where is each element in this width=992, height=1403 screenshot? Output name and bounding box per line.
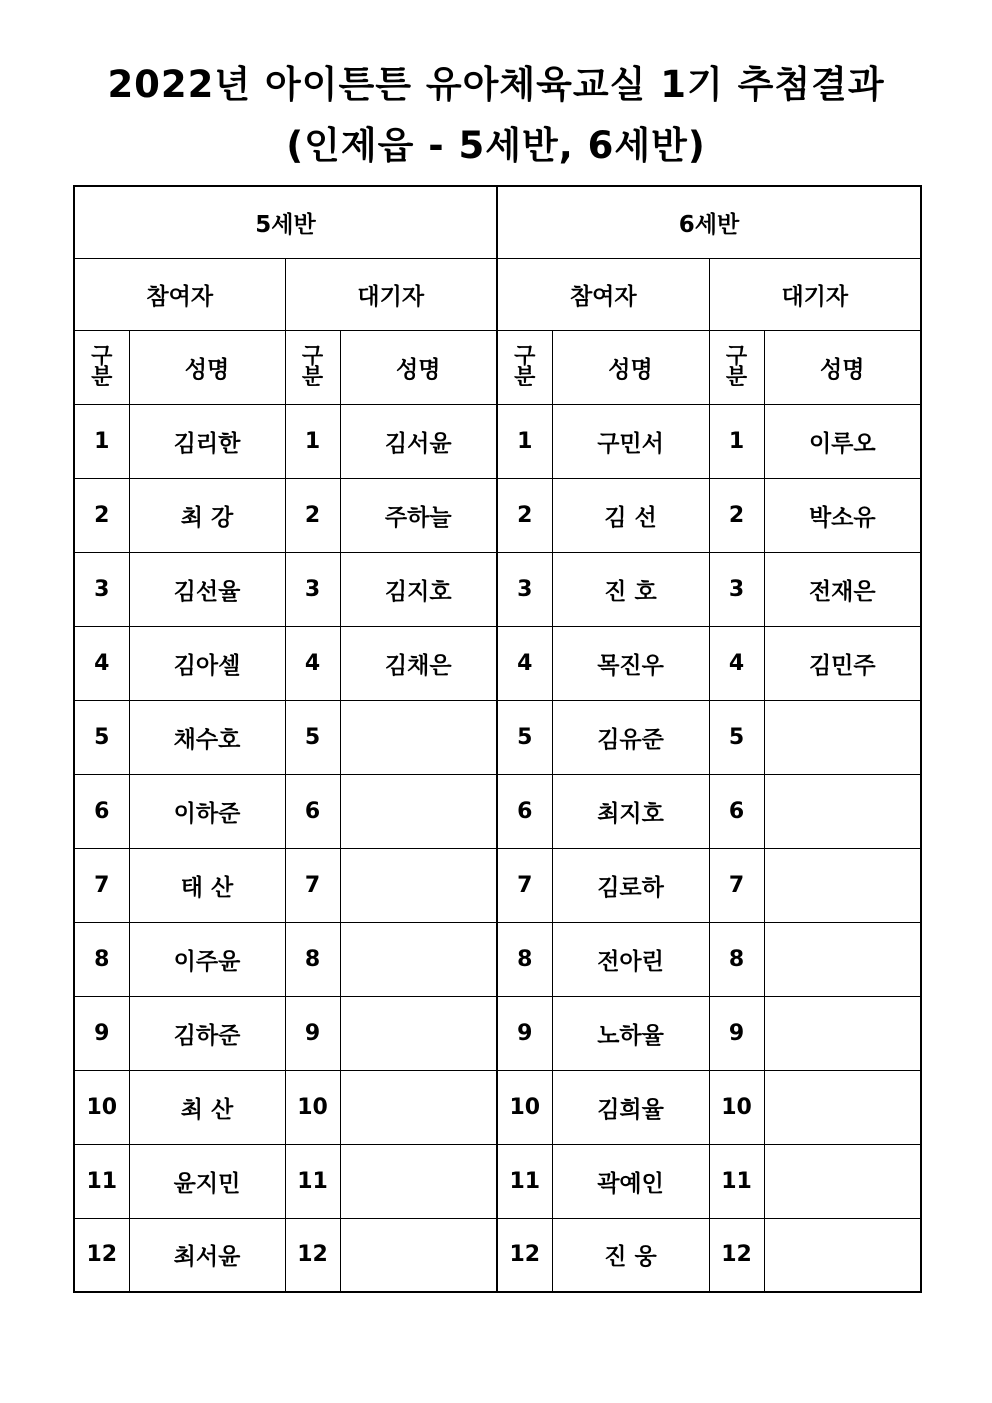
row-number: 6 [74, 774, 129, 848]
name-column-header-6-waitlist: 성명 [764, 330, 921, 404]
row-number: 1 [285, 404, 340, 478]
table-row [74, 848, 921, 922]
row-number: 11 [709, 1144, 764, 1218]
row-number: 1 [497, 404, 552, 478]
row-number: 2 [74, 478, 129, 552]
waitlist-name-5 [340, 1144, 497, 1218]
row-number: 3 [497, 552, 552, 626]
group-header-5: 5세반 [74, 186, 497, 258]
waitlist-name-5 [340, 774, 497, 848]
table-row [74, 922, 921, 996]
row-number: 4 [709, 626, 764, 700]
table-row [74, 1218, 921, 1292]
row-number: 4 [74, 626, 129, 700]
index-column-header-5-participants [74, 330, 129, 404]
row-number: 1 [74, 404, 129, 478]
participant-name-5: 김선율 [129, 552, 285, 626]
waitlist-name-5: 주하늘 [340, 478, 497, 552]
row-number: 12 [709, 1218, 764, 1292]
row-number: 4 [497, 626, 552, 700]
participant-name-6: 노하율 [552, 996, 709, 1070]
row-number: 5 [709, 700, 764, 774]
row-number: 8 [709, 922, 764, 996]
row-number: 5 [74, 700, 129, 774]
name-column-header-5-waitlist: 성명 [340, 330, 497, 404]
row-number: 8 [74, 922, 129, 996]
row-number: 4 [285, 626, 340, 700]
index-header-bottom: 분 [91, 365, 113, 390]
index-column-header-6-participants [497, 330, 552, 404]
table-row [74, 626, 921, 700]
waitlist-header-6: 대기자 [709, 258, 921, 330]
waitlist-name-6 [764, 922, 921, 996]
index-header-top: 구 [91, 344, 113, 369]
waitlist-header-5: 대기자 [285, 258, 497, 330]
participants-header-5: 참여자 [74, 258, 285, 330]
waitlist-name-6: 이루오 [764, 404, 921, 478]
row-number: 12 [74, 1218, 129, 1292]
index-header-bottom: 분 [514, 365, 536, 390]
table-row [74, 996, 921, 1070]
participant-name-5: 김리한 [129, 404, 285, 478]
row-number: 1 [709, 404, 764, 478]
waitlist-name-6: 김민주 [764, 626, 921, 700]
participant-name-6: 구민서 [552, 404, 709, 478]
participant-name-6: 최지호 [552, 774, 709, 848]
participant-name-5: 최 강 [129, 478, 285, 552]
row-number: 7 [497, 848, 552, 922]
row-number: 5 [285, 700, 340, 774]
row-number: 3 [709, 552, 764, 626]
waitlist-name-6 [764, 1070, 921, 1144]
waitlist-name-5 [340, 922, 497, 996]
waitlist-name-5: 김지호 [340, 552, 497, 626]
index-header-top: 구 [514, 344, 536, 369]
row-number: 10 [497, 1070, 552, 1144]
waitlist-name-5 [340, 700, 497, 774]
waitlist-name-5: 김채은 [340, 626, 497, 700]
name-column-header-5-participants: 성명 [129, 330, 285, 404]
participant-name-6: 김유준 [552, 700, 709, 774]
row-number: 7 [285, 848, 340, 922]
participant-name-5: 이하준 [129, 774, 285, 848]
row-number: 11 [497, 1144, 552, 1218]
waitlist-name-6: 박소유 [764, 478, 921, 552]
row-number: 9 [709, 996, 764, 1070]
table-row [74, 552, 921, 626]
row-number: 10 [285, 1070, 340, 1144]
participant-name-6: 목진우 [552, 626, 709, 700]
row-number: 8 [497, 922, 552, 996]
table-row [74, 1070, 921, 1144]
participant-name-5: 채수호 [129, 700, 285, 774]
waitlist-name-5 [340, 848, 497, 922]
row-number: 6 [497, 774, 552, 848]
waitlist-name-5 [340, 1218, 497, 1292]
participant-name-5: 김아셀 [129, 626, 285, 700]
participant-name-5: 태 산 [129, 848, 285, 922]
lottery-results-table [73, 185, 922, 1293]
index-header-bottom: 분 [301, 365, 324, 390]
index-header-bottom: 분 [725, 365, 748, 390]
waitlist-name-5 [340, 1070, 497, 1144]
row-number: 2 [497, 478, 552, 552]
table-row [74, 404, 921, 478]
row-number: 12 [497, 1218, 552, 1292]
participant-name-5: 김하준 [129, 996, 285, 1070]
index-header-top: 구 [725, 344, 748, 369]
row-number: 7 [709, 848, 764, 922]
participant-name-5: 최 산 [129, 1070, 285, 1144]
table-row [74, 1144, 921, 1218]
waitlist-name-6: 전재은 [764, 552, 921, 626]
participant-name-6: 진 호 [552, 552, 709, 626]
table-row [74, 478, 921, 552]
document-subtitle: (인제읍 - 5세반, 6세반) [286, 124, 706, 167]
waitlist-name-6 [764, 774, 921, 848]
row-number: 2 [285, 478, 340, 552]
index-header-top: 구 [301, 344, 324, 369]
waitlist-name-6 [764, 700, 921, 774]
participant-name-6: 김희율 [552, 1070, 709, 1144]
waitlist-name-6 [764, 1218, 921, 1292]
waitlist-name-5: 김서윤 [340, 404, 497, 478]
participant-name-5: 최서윤 [129, 1218, 285, 1292]
waitlist-name-6 [764, 848, 921, 922]
group-header-6: 6세반 [497, 186, 921, 258]
waitlist-name-5 [340, 996, 497, 1070]
participant-name-6: 전아린 [552, 922, 709, 996]
row-number: 11 [285, 1144, 340, 1218]
row-number: 6 [709, 774, 764, 848]
table-row [74, 774, 921, 848]
index-column-header-6-waitlist [709, 330, 764, 404]
row-number: 7 [74, 848, 129, 922]
row-number: 3 [74, 552, 129, 626]
table-row [74, 700, 921, 774]
waitlist-name-6 [764, 996, 921, 1070]
participant-name-6: 곽예인 [552, 1144, 709, 1218]
row-number: 11 [74, 1144, 129, 1218]
participant-name-6: 김로하 [552, 848, 709, 922]
index-column-header-5-waitlist [285, 330, 340, 404]
row-number: 12 [285, 1218, 340, 1292]
participants-header-6: 참여자 [497, 258, 709, 330]
participant-name-6: 진 웅 [552, 1218, 709, 1292]
row-number: 2 [709, 478, 764, 552]
row-number: 3 [285, 552, 340, 626]
participant-name-5: 윤지민 [129, 1144, 285, 1218]
participant-name-6: 김 선 [552, 478, 709, 552]
row-number: 9 [74, 996, 129, 1070]
row-number: 8 [285, 922, 340, 996]
row-number: 10 [709, 1070, 764, 1144]
row-number: 10 [74, 1070, 129, 1144]
participant-name-5: 이주윤 [129, 922, 285, 996]
waitlist-name-6 [764, 1144, 921, 1218]
row-number: 6 [285, 774, 340, 848]
name-column-header-6-participants: 성명 [552, 330, 709, 404]
row-number: 9 [285, 996, 340, 1070]
document-title: 2022년 아이튼튼 유아체육교실 1기 추첨결과 [107, 63, 885, 106]
row-number: 9 [497, 996, 552, 1070]
row-number: 5 [497, 700, 552, 774]
